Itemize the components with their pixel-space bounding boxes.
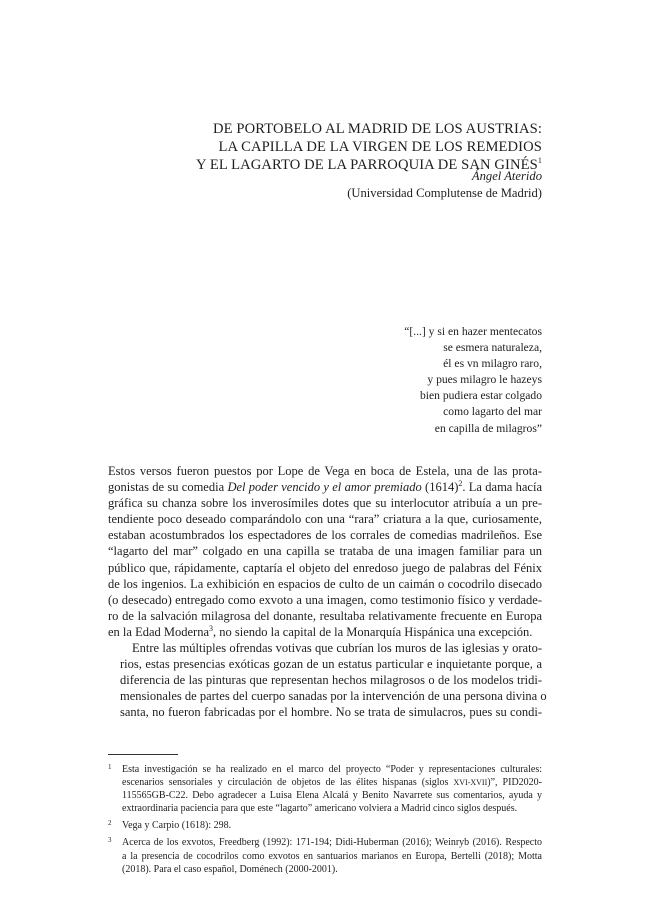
text-run: , no siendo la capital de la Monarquía Hispánica una excepción. bbox=[213, 624, 533, 639]
article-title bbox=[120, 120, 542, 174]
epigraph-line: se esmera naturaleza, bbox=[443, 341, 542, 355]
epigraph-line: en capilla de milagros” bbox=[434, 421, 542, 435]
footnote-line: extraordinaria paciencia para que este “lagarto” americano volviera a Madrid cinco siglos después. bbox=[122, 803, 518, 815]
epigraph-line: y pues milagro le hazeys bbox=[427, 373, 542, 387]
text-line: ro de la salvación milagrosa del donante, resultaba relativamente frecuente en Europa bbox=[108, 608, 542, 623]
title-footnote-ref[interactable]: 1 bbox=[537, 156, 542, 166]
text-line: mensionales de partes del cuerpo sanadas por la intervención de una persona divina o bbox=[120, 689, 547, 704]
text-line: “lagarto del mar” colgado en una capilla se trataba de una imagen familiar para un bbox=[108, 544, 542, 559]
text-line: tendiente poco deseado comparándolo con una “rara” criatura a la que, curiosamente, bbox=[108, 512, 542, 527]
author-name: Ángel Aterido bbox=[471, 169, 542, 183]
footnote-separator bbox=[108, 754, 178, 755]
text-run: gonistas de su comedia bbox=[108, 480, 228, 495]
paragraph-1 bbox=[108, 463, 542, 640]
footnotes bbox=[108, 763, 542, 880]
footnote-line: Esta investigación se ha realizado en el marco del proyecto “Poder y representaciones culturales: bbox=[122, 764, 542, 775]
epigraph-line: “[...] y si en hazer mentecatos bbox=[404, 325, 542, 338]
text-line: Entre las múltiples ofrendas votivas que cubrían los muros de las iglesias y orato- bbox=[132, 641, 542, 656]
footnote-line: Acerca de los exvotos, Freedberg (1992): 171-194; Didi-Huberman (2016); Weinryb (2016). Respecto bbox=[122, 837, 542, 849]
text-line: público que, rápidamente, captaría el objeto del enredoso juego de palabras del Fénix bbox=[108, 560, 542, 575]
footnote-number: 1 bbox=[108, 763, 112, 771]
epigraph-line: como lagarto del mar bbox=[443, 405, 542, 419]
footnote-line bbox=[122, 776, 542, 789]
text-line: Estos versos fueron puestos por Lope de Vega en boca de Estela, una de las prota- bbox=[108, 464, 542, 478]
text-run: (1614) bbox=[421, 480, 459, 495]
text-line: de los ingenios. La exhibición en espacios de culto de un caimán o cocodrilo disecado bbox=[108, 576, 542, 591]
text-line: diferencia de las pinturas que representan hechos milagrosos o de los modelos tridi- bbox=[120, 673, 542, 688]
text-run: )”, PID2020- bbox=[487, 777, 543, 789]
footnote-ref-3[interactable]: 3 bbox=[209, 623, 214, 633]
paragraph-2 bbox=[108, 640, 547, 720]
footnote-line: a la presencia de cocodrilos como exvotos en santuarios marianos en Europa, Bertelli (2018); Motta bbox=[122, 850, 542, 862]
text-line: rios, estas presencias exóticas gozan de un estatus particular e inquietante porque, a bbox=[120, 657, 542, 672]
century-range: XVI-XVII bbox=[453, 778, 488, 788]
epigraph-line: bien pudiera estar colgado bbox=[419, 389, 542, 403]
footnote-1 bbox=[108, 763, 542, 815]
text-run: . La dama hacía bbox=[462, 480, 543, 495]
epigraph bbox=[404, 324, 542, 437]
text-line: santa, no fueron fabricadas por el hombre. No se trata de simulacros, pues su condi- bbox=[120, 705, 542, 720]
footnote-number: 2 bbox=[108, 819, 112, 828]
work-title: Del poder vencido y el amor premiado bbox=[227, 480, 422, 495]
text-line: (o desecado) entregado como exvoto a una imagen, como testimonio físico y verdade- bbox=[108, 592, 542, 607]
footnote-line: (2018). Para el caso español, Doménech (2000-2001). bbox=[122, 863, 338, 875]
text-line: estaban acostumbrados los espectadores de los corrales de comedias madrileños. Ese bbox=[108, 528, 542, 543]
footnote-number: 3 bbox=[108, 836, 112, 845]
title-line-2: LA CAPILLA DE LA VIRGEN DE LOS REMEDIOS bbox=[218, 139, 542, 155]
text-run: en la Edad Moderna bbox=[108, 624, 210, 639]
text-line bbox=[108, 479, 542, 495]
epigraph-line: él es vn milagro raro, bbox=[443, 357, 542, 371]
footnote-line: 115565GB-C22. Debo agradecer a Luisa Elena Alcalá y Benito Navarrete sus comentarios, ayuda y bbox=[122, 790, 542, 802]
text-line: gráfica su chanza sobre los inverosímiles dotes que su interlocutor atribuía a un pre- bbox=[108, 496, 542, 511]
footnote-2 bbox=[108, 819, 542, 832]
text-line bbox=[108, 624, 542, 640]
body-text bbox=[108, 463, 547, 721]
footnote-line: Vega y Carpio (1618): 298. bbox=[122, 820, 232, 832]
title-line-3-text: Y EL LAGARTO DE LA PARROQUIA DE SAN GINÉS bbox=[196, 157, 538, 173]
footnote-3 bbox=[108, 836, 542, 875]
footnote-ref-2[interactable]: 2 bbox=[458, 478, 463, 488]
text-run: escenarios sensoriales y circulación de objetos de las élites hispanas (siglos bbox=[122, 777, 454, 789]
author-affiliation: (Universidad Complutense de Madrid) bbox=[347, 186, 542, 200]
title-line-1: DE PORTOBELO AL MADRID DE LOS AUSTRIAS: bbox=[213, 121, 542, 137]
